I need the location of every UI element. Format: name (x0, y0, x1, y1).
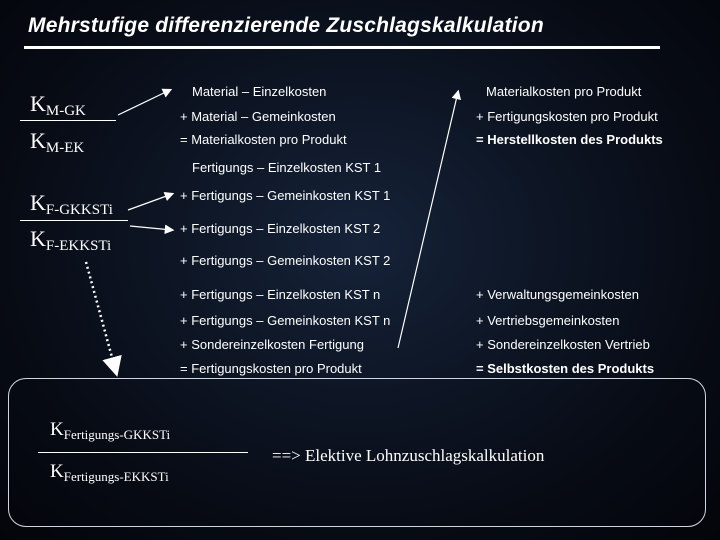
arrow-dotted-to-lower-box (86, 262, 116, 372)
fraction-line-fertigung-lohn (38, 452, 248, 453)
row-material-gemeinkosten: + Material – Gemeinkosten (180, 109, 336, 124)
row-fertigung-ek-kst1: Fertigungs – Einzelkosten KST 1 (192, 160, 382, 175)
row-sondereinzelkosten-vertrieb: + Sondereinzelkosten Vertrieb (476, 337, 650, 352)
arrow-kf-to-fertigung-gk-kst2 (130, 226, 172, 230)
formula-km-ek: $K_{M-EK}$ (30, 128, 85, 156)
arrow-fertigungskosten-to-herstellkosten (398, 92, 458, 348)
row-materialkosten-pro-produkt: Materialkosten pro Produkt (486, 84, 642, 99)
arrow-kf-to-fertigung-gk-kst1 (128, 194, 172, 210)
row-fertigung-gk-kst1: + Fertigungs – Gemeinkosten KST 1 (180, 188, 391, 203)
row-materialkosten: = Materialkosten pro Produkt (180, 132, 347, 147)
row-verwaltungsgemeinkosten: + Verwaltungsgemeinkosten (476, 287, 639, 302)
row-fertigungskosten-pro-produkt: + Fertigungskosten pro Produkt (476, 109, 658, 124)
formula-kf-ek: $K_{F-EKKSTi}$ (30, 226, 112, 254)
formula-km-gk: $K_{M-GK}$ (30, 91, 86, 119)
row-fertigung-ek-kstn: + Fertigungs – Einzelkosten KST n (180, 287, 381, 302)
row-herstellkosten: = Herstellkosten des Produkts (476, 132, 663, 147)
arrow-km-to-material-gk (118, 90, 170, 115)
row-fertigungskosten: = Fertigungskosten pro Produkt (180, 361, 362, 376)
row-fertigung-gk-kst2: + Fertigungs – Gemeinkosten KST 2 (180, 253, 391, 268)
row-selbstkosten: = Selbstkosten des Produkts (476, 361, 655, 376)
formula-kfert-ek: $K_{Fertigungs-EKKSTi}$ (50, 461, 169, 484)
row-fertigung-gk-kstn: + Fertigungs – Gemeinkosten KST n (180, 313, 391, 328)
formula-kf-gk: $K_{F-GKKSTi}$ (30, 190, 113, 218)
row-vertriebsgemeinkosten: + Vertriebsgemeinkosten (476, 313, 620, 328)
row-sondereinzelkosten-fertigung: + Sondereinzelkosten Fertigung (180, 337, 364, 352)
formula-kfert-gk: $K_{Fertigungs-GKKSTi}$ (50, 419, 171, 442)
conclusion-text: ==> Elektive Lohnzuschlagskalkulation (272, 446, 545, 465)
slide-title: Mehrstufige differenzierende Zuschlagskalkulation (28, 14, 544, 37)
row-material-einzelkosten: Material – Einzelkosten (192, 84, 327, 99)
row-fertigung-ek-kst2: + Fertigungs – Einzelkosten KST 2 (180, 221, 381, 236)
